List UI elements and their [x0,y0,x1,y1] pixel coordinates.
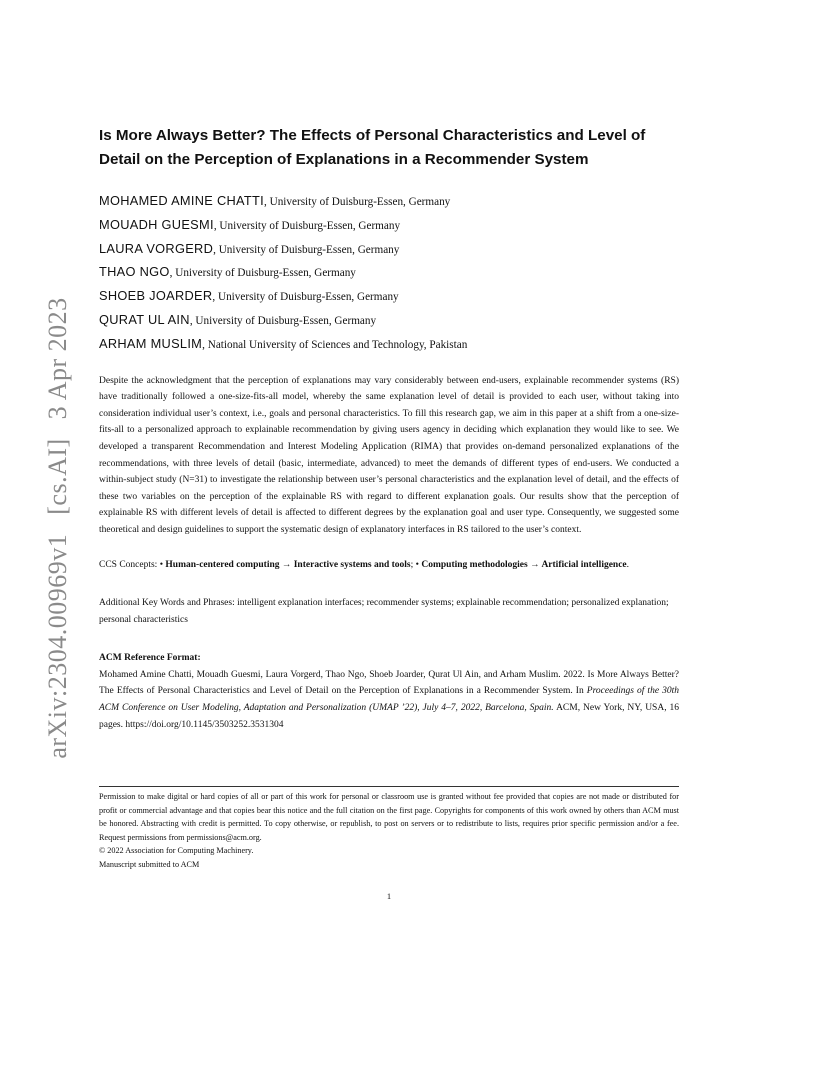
acm-reference-rest: ACM, New York, NY, USA, 16 pages. https://doi.org/10.1145/3503252.3531304 [99,703,680,730]
author-entry [99,285,679,309]
acm-reference-heading: ACM Reference Format: [99,653,201,664]
author-affiliation: , University of Duisburg-Essen, Germany [213,219,401,232]
arxiv-date: 3 Apr 2023 [43,297,72,420]
author-name: THAO NGO [99,264,170,280]
page-number: 1 [386,891,392,901]
acm-reference [99,667,679,733]
author-entry [99,214,679,238]
ccs-concept-1: Human-centered computing → Interactive systems and tools [165,559,411,570]
author-affiliation: , University of Duisburg-Essen, Germany [189,314,377,327]
arxiv-category: [cs.AI] [43,438,72,515]
author-affiliation: , University of Duisburg-Essen, Germany [169,267,356,280]
keywords: Additional Key Words and Phrases: intelligent explanation interfaces; recommender systems; explainable recommendation; personalized explanation; personal characteristics [99,598,669,625]
author-list [99,190,679,357]
arxiv-side-identifier [43,291,73,764]
author-name: ARHAM MUSLIM [99,335,203,351]
abstract: Despite the acknowledgment that the perception of explanations may vary considerably between end-users, explainable recommender systems (RS) have traditionally followed a one-size-fits-all model, whereby the same explanation level of detail is provided to each user, without taking into consideration individual user’s context, i.e., goals and personal characteristics. To fill this research gap, we aim in this paper at a shift from a one-size-fits-all to a personalized approach to explainable recommendation by giving users agency in deciding which explanation they would like to see. We developed a transparent Recommendation and Interest Modeling Application (RIMA) that provides on-demand personalized explanations of the recommendations, with three levels of detail (basic, intermediate, advanced) to meet the demands of different types of end-users. We conducted a within-subject study (N=31) to investigate the relationship between user’s personal characteristics and the explanation level of detail, and the effects of these two variables on the perception of the explainable RS with regard to different explanation goals. Our results show that the perception of explainable RS with different levels of detail is affected to different degrees by the explanation goal and user type. Consequently, we suggested some theoretical and design guidelines to support the systematic design of explanatory interfaces in RS tailored to the user’s context. [99,375,679,535]
author-name: QURAT UL AIN [99,311,190,327]
author-name: MOHAMED AMINE CHATTI [99,193,265,208]
author-entry [99,190,679,214]
author-affiliation: , University of Duisburg-Essen, Germany [264,196,451,208]
ccs-concept-2: Computing methodologies → Artificial intelligence [421,559,627,570]
ccs-label: CCS Concepts: • [99,559,166,570]
author-affiliation: , University of Duisburg-Essen, Germany [213,243,400,256]
ccs-separator: ; • [410,559,422,570]
copyright-line: © 2022 Association for Computing Machinery. [99,846,254,856]
paper-title: Is More Always Better? The Effects of Personal Characteristics and Level of Detail on the Perception of Explanations in a Recommender System [99,127,646,168]
ccs-end: . [626,559,630,570]
author-entry [99,333,679,357]
author-affiliation: , National University of Sciences and Technology, Pakistan [202,338,468,351]
author-entry [99,261,679,285]
acm-reference-venue: Proceedings of the 30th ACM Conference on User Modeling, Adaptation and Personalization (UMAP ’22), July 4–7, 2022, Barcelona, Spain. [99,686,679,714]
author-affiliation: , University of Duisburg-Essen, Germany [212,291,399,304]
permission-text: Permission to make digital or hard copies of all or part of this work for personal or classroom use is granted without fee provided that copies are not made or distributed for profit or commercial advantage and that copies bear this notice and the full citation on the first page. Copyrights for components of this work owned by others than ACM must be honored. Abstracting with credit is permitted. To copy otherwise, or republish, to post on servers or to redistribute to lists, requires prior specific permission and/or a fee. Request permissions from permissions@acm.org. [99,792,679,842]
author-name: SHOEB JOARDER [99,288,213,304]
arxiv-id: arXiv:2304.00969v1 [43,533,72,759]
author-entry [99,309,679,333]
paper-first-page [99,124,679,733]
manuscript-line: Manuscript submitted to ACM [99,859,200,869]
author-entry [99,238,679,262]
author-name: MOUADH GUESMI [99,216,214,232]
ccs-concepts [99,557,679,574]
permission-footnote [99,786,679,872]
author-name: LAURA VORGERD [99,240,214,256]
acm-reference-authors-title: Mohamed Amine Chatti, Mouadh Guesmi, Laura Vorgerd, Thao Ngo, Shoeb Joarder, Qurat Ul Ain, and Arham Muslim. 2022. Is More Always Better? The Effects of Personal Characteristics and Level of Detail on the Perception of Explanations in a Recommender System. In [99,669,679,697]
